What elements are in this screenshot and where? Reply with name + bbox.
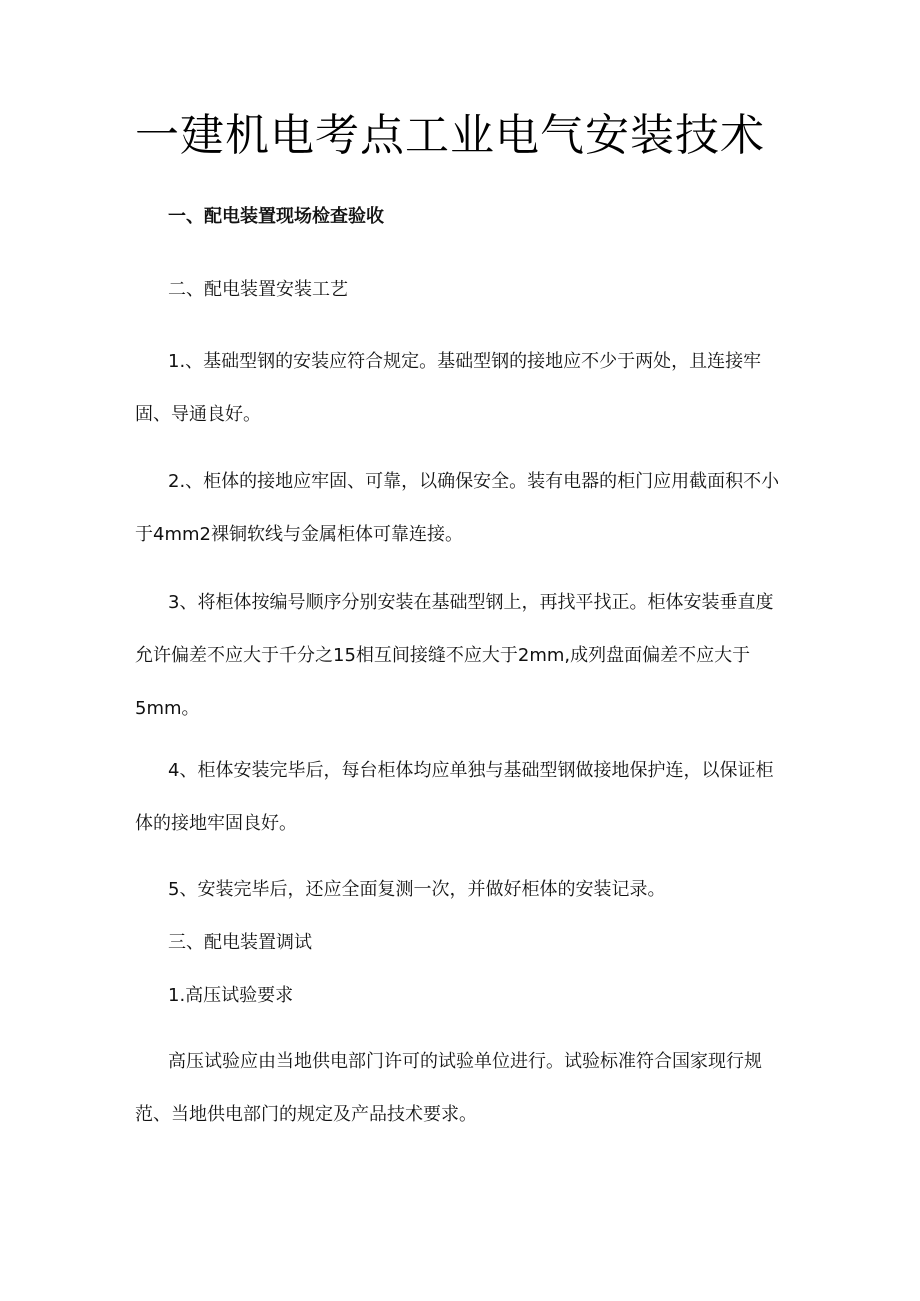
paragraph-1: 1.、基础型钢的安装应符合规定。基础型钢的接地应不少于两处，且连接牢固、导通良好。 — [135, 351, 762, 425]
section-heading-2: 二、配电装置安装工艺 — [168, 279, 348, 300]
section-heading-3: 三、配电装置调试 — [168, 932, 312, 953]
paragraph-5: 5、安装完毕后，还应全面复测一次，并做好柜体的安装记录。 — [168, 879, 666, 900]
paragraph-6: 高压试验应由当地供电部门许可的试验单位进行。试验标准符合国家现行规范、当地供电部门的规定及产品技术要求。 — [135, 1051, 762, 1125]
subheading-1: 1.高压试验要求 — [168, 985, 294, 1006]
paragraph-3: 3、将柜体按编号顺序分别安装在基础型钢上，再找平找正。柜体安装垂直度允许偏差不应大于千分之15相互间接缝不应大于2mm,成列盘面偏差不应大于5mm。 — [135, 592, 774, 719]
document-title: 一建机电考点工业电气安装技术 — [135, 110, 765, 161]
section-heading-1: 一、配电装置现场检查验收 — [168, 206, 384, 227]
paragraph-4: 4、柜体安装完毕后，每台柜体均应单独与基础型钢做接地保护连，以保证柜体的接地牢固良好。 — [135, 760, 774, 834]
paragraph-2: 2.、柜体的接地应牢固、可靠，以确保安全。装有电器的柜门应用截面积不小于4mm2裸铜软线与金属柜体可靠连接。 — [135, 471, 780, 545]
